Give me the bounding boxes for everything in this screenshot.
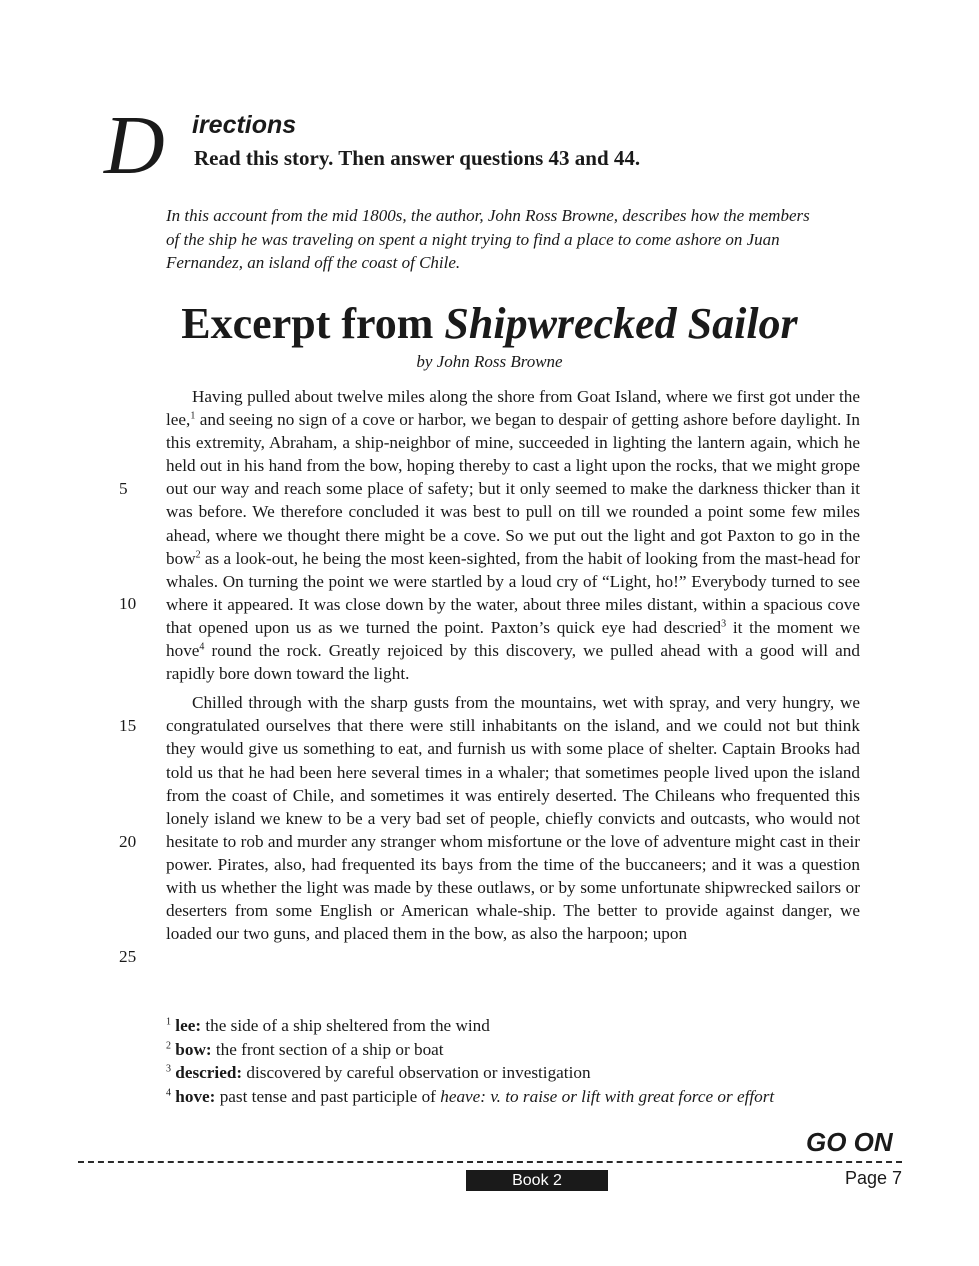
directions-heading: irections: [192, 111, 297, 139]
story-paragraph-2: Chilled through with the sharp gusts from the mountains, wet with spray, and very hungry, we congratulated ourselves that there were still inhabitants on the island, and we could not but think they would give us something to eat, and furnish us with some place of shelter. Captain Brooks had told us that he had been here several times in a whaler; that sometimes people lived upon the island from the coast of Chile, and sometimes it was entirely deserted. The Chileans who frequented this lonely island we knew to be a very bad set of people, chiefly convicts and outcasts, who would not hesitate to rob and murder any stranger whom misfortune or the love of adventure might cast in their power. Pirates, also, had frequented its bays from the time of the buccaneers; and it was a question with us whether the light was made by these outlaws, or by some unfortunate shipwrecked sailors or deserters from some English or American whale-ship. The better to provide against danger, we loaded our two guns, and placed them in the bow, as also the harpoon; upon: [166, 693, 860, 944]
story-title: [0, 298, 979, 350]
footnote-3: $^3$ descried: discovered by careful observation or investigation: [166, 1063, 591, 1082]
footnote-ref-3: 3: [721, 618, 727, 630]
footnote-2: $^2$ bow: the front section of a ship or boat: [166, 1039, 444, 1059]
footnote-4: $^4$ hove: past tense and past participle of heave: v. to raise or lift with great force or effort: [166, 1086, 775, 1106]
book-badge: Book 2: [466, 1170, 608, 1191]
line-number: 5: [119, 479, 128, 498]
directions-header: [104, 99, 804, 192]
directions-drop-cap: D: [104, 99, 165, 192]
line-number: 20: [119, 832, 137, 851]
footnotes: [166, 1014, 866, 1108]
byline: by John Ross Browne: [416, 352, 563, 371]
page-number: Page 7: [844, 1168, 902, 1188]
title-work: Shipwrecked Sailor: [444, 299, 798, 348]
story-body: [166, 385, 860, 945]
go-on-label: GO ON: [806, 1127, 893, 1157]
footnote-1: $^1$ lee: the side of a ship sheltered from the wind: [166, 1016, 490, 1035]
footnote-ref-2: 2: [195, 548, 201, 560]
line-number: 15: [119, 716, 137, 735]
directions-instruction: Read this story. Then answer questions 43 and 44.: [194, 146, 641, 170]
title-prefix: Excerpt from: [181, 299, 445, 348]
footnote-ref-4: 4: [199, 641, 205, 653]
dashed-divider: [78, 1161, 902, 1163]
line-number: 10: [119, 594, 137, 613]
line-number: 25: [119, 947, 137, 966]
intro-paragraph: In this account from the mid 1800s, the author, John Ross Browne, describes how the members of the ship he was traveling on spent a night trying to find a place to come ashore on Juan Fernandez, an island off the coast of Chile.: [166, 206, 810, 272]
story-paragraph-1: Having pulled about twelve miles along the shore from Goat Island, where we first got under the lee,$^1$ and seeing no sign of a cove or harbor, we began to despair of getting ashore before daylight. In this extremity, Abraham, a ship-neighbor of mine, succeeded in lighting the lantern again, which he held out in his hand from the bow, hoping thereby to cast a light upon the rocks, that we might grope out our way and reach some place of safety; but it only seemed to make the darkness thicker than it was before. We therefore concluded it was best to pull on till we rounded a point some few miles ahead, where we thought there might be a cove. So we put out the light and got Paxton to go in the bow$^2$ as a look-out, he being the most keen-sighted, from the habit of looking from the mast-head for whales. On turning the point we were startled by a loud cry of “Light, ho!” Everybody turned to see where it appeared. It was close down by the water, about three miles distant, within a spacious cove that opened upon us as we turned the point. Paxton’s quick eye had descried$^3$ it the moment we hove$^4$ round the rock. Greatly rejoiced by this discovery, we pulled ahead with a good will and rapidly bore down toward the light.: [166, 387, 860, 684]
footnote-ref-1: 1: [190, 410, 196, 422]
